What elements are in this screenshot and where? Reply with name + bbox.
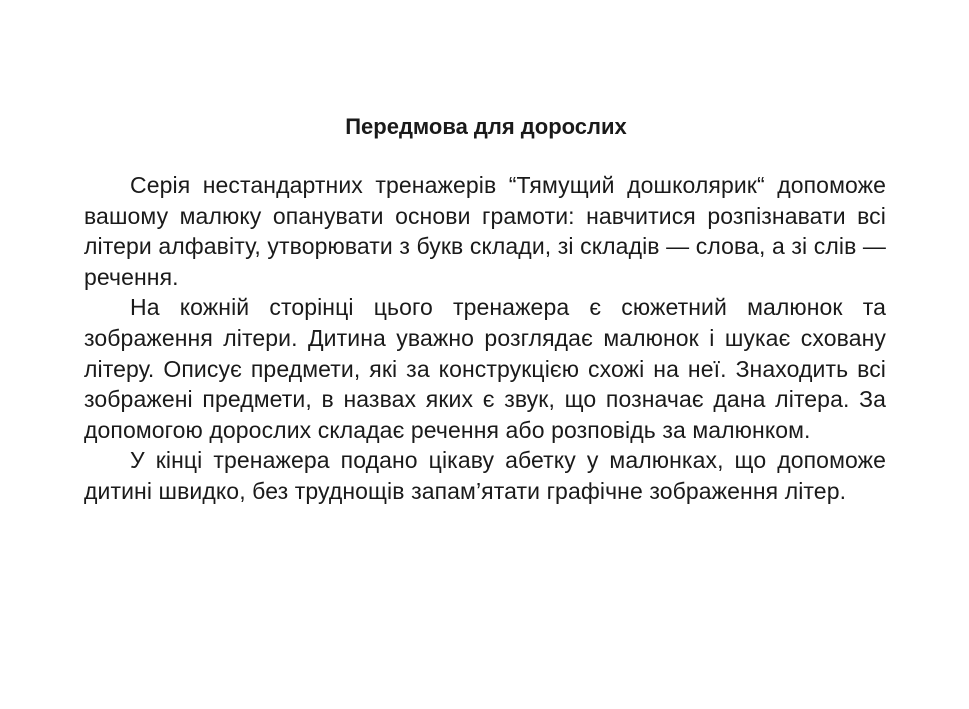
document-title: Передмова для дорослих xyxy=(345,114,627,139)
paragraph-alphabet: У кінці тренажера подано цікаву абетку у малюнках, що допоможе дитині швидко, без труднощів запам’ятати графічне зображення літер. xyxy=(84,447,886,504)
paragraph-page-content: На кожній сторінці цього тренажера є сюжетний малюнок та зображення літери. Дитина уважно розглядає малюнок і шукає сховану літеру. Описує предмети, які за конструкцією схожі на неї. Знаходить всі зображені предмети, в назвах яких є звук, що позначає дана літера. За допомогою дорослих складає речення або розповідь за малюнком. xyxy=(84,294,886,443)
document-page xyxy=(84,112,886,507)
paragraph-series-intro: Серія нестандартних тренажерів “Тямущий дошколярик“ допоможе вашому малюку опанувати основи грамоти: навчитися розпізнавати всі літери алфавіту, утворювати з букв склади, зі складів — слова, а зі слів — речення. xyxy=(84,172,886,290)
